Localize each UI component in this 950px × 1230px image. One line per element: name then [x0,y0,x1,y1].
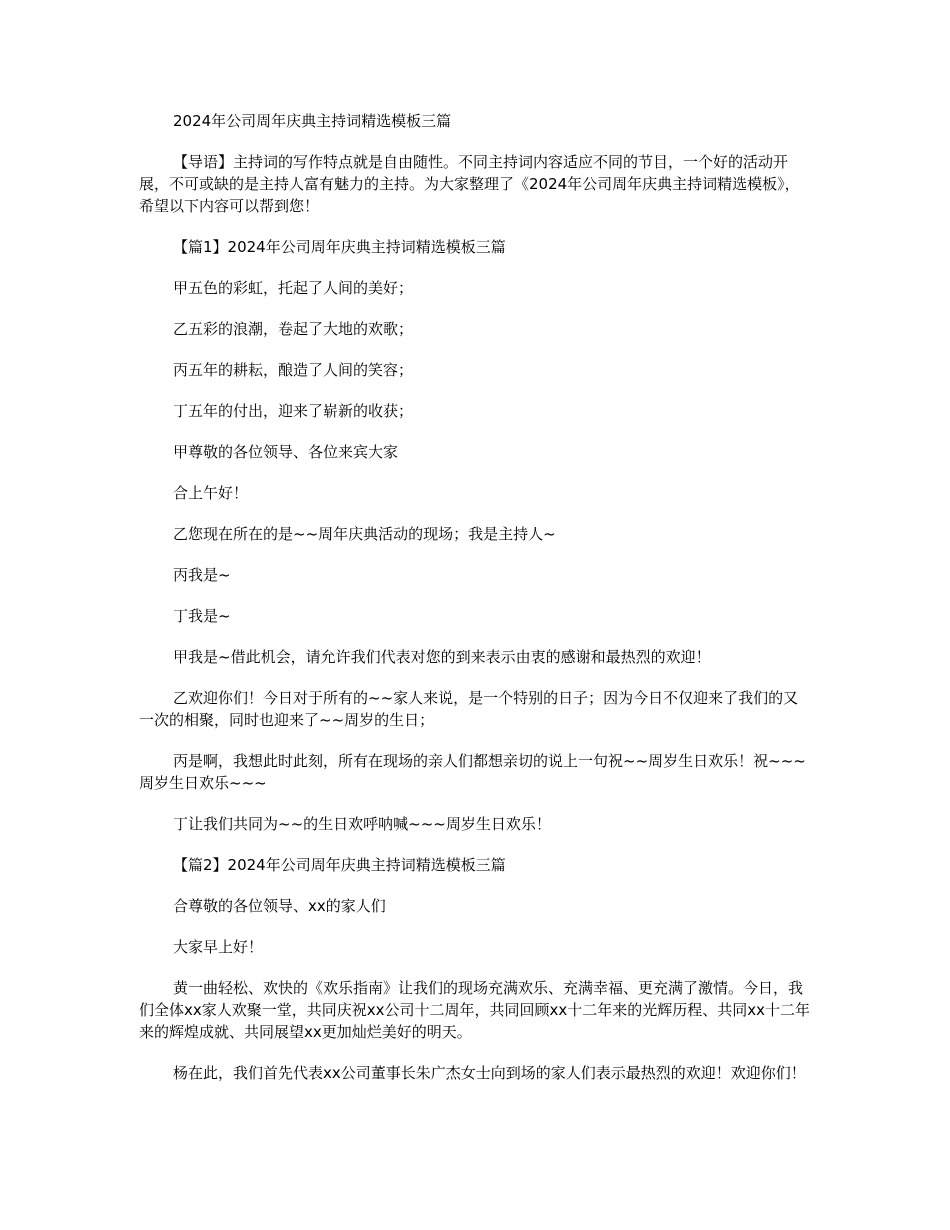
document-page [139,110,811,1103]
section-heading-1: 【篇1】2024年公司周年庆典主持词精选模板三篇 [173,238,506,256]
script-line: 大家早上好！ [173,938,264,956]
script-line: 乙欢迎你们！今日对于所有的~~家人来说，是一个特别的日子；因为今日不仅迎来了我们的又一次的相聚，同时也迎来了~~周岁的生日； [139,689,799,729]
script-line: 杨在此，我们首先代表xx公司董事长朱广杰女士向到场的家人们表示最热烈的欢迎！欢迎你们！ [173,1064,806,1082]
script-line: 丁让我们共同为~~的生日欢呼呐喊~~~周岁生日欢乐！ [173,815,551,833]
section-heading-2: 【篇2】2024年公司周年庆典主持词精选模板三篇 [173,856,506,874]
intro-paragraph: 【导语】主持词的写作特点就是自由随性。不同主持词内容适应不同的节目，一个好的活动开展，不可或缺的是主持人富有魅力的主持。为大家整理了《2024年公司周年庆典主持词精选模板》，希望以下内容可以帮到您！ [139,153,800,215]
script-line: 甲我是~借此机会，请允许我们代表对您的到来表示由衷的感谢和最热烈的欢迎！ [173,648,711,666]
script-line: 甲尊敬的各位领导、各位来宾大家 [173,443,399,461]
script-line: 丙我是~ [173,566,231,584]
script-line: 丁五年的付出，迎来了崭新的收获； [173,402,414,420]
script-line: 丁我是~ [173,607,231,625]
script-line: 合尊敬的各位领导、xx的家人们 [173,897,386,915]
script-line: 丙五年的耕耘，酿造了人间的笑容； [173,361,414,379]
script-line: 乙您现在所在的是~~周年庆典活动的现场；我是主持人~ [173,525,556,543]
document-title: 2024年公司周年庆典主持词精选模板三篇 [173,112,452,130]
script-line: 合上午好！ [173,484,249,502]
script-line: 丙是啊，我想此时此刻，所有在现场的亲人们都想亲切的说上一句祝~~周岁生日欢乐！祝~~~周岁生日欢乐~~~ [139,752,806,792]
script-line: 乙五彩的浪潮，卷起了大地的欢歌； [173,320,414,338]
script-line: 黄一曲轻松、欢快的《欢乐指南》让我们的现场充满欢乐、充满幸福、更充满了激情。今日，我们全体xx家人欢聚一堂，共同庆祝xx公司十二周年，共同回顾xx十二年来的光辉历程、共同xx十二年来的辉煌成就、共同展望xx更加灿烂美好的明天。 [139,979,811,1041]
script-line: 甲五色的彩虹，托起了人间的美好； [173,279,414,297]
